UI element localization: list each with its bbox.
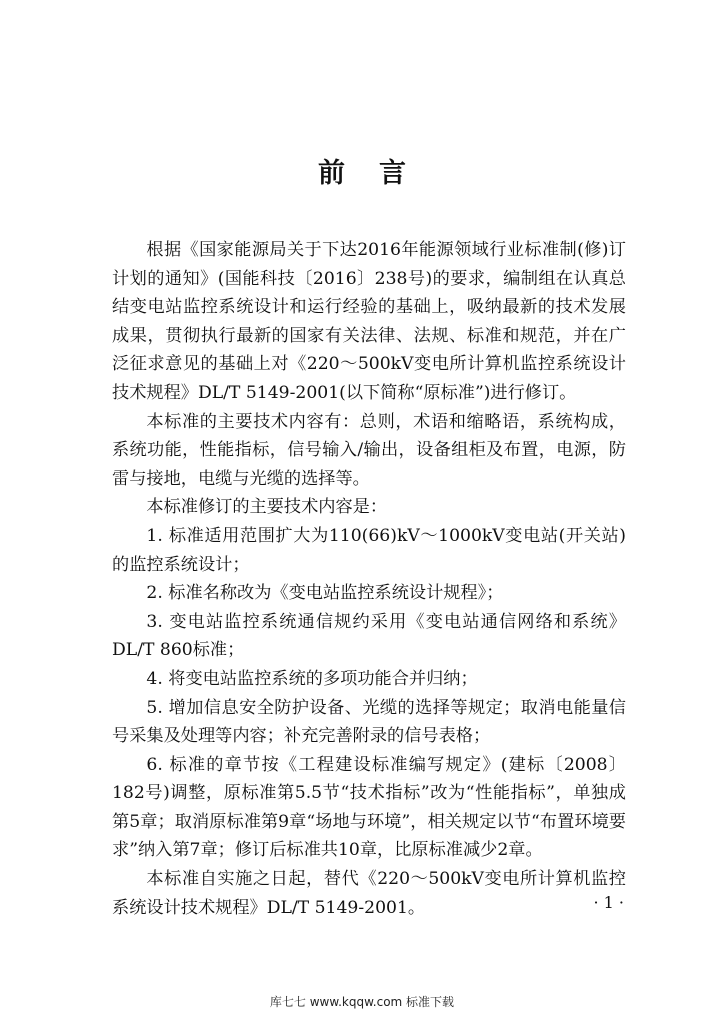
list-item-4: 4. 将变电站监控系统的多项功能合并归纳； <box>146 668 478 689</box>
list-item-6: 6. 标准的章节按《工程建设标准编写规定》(建标〔2008〕182号)调整，原标准第5.5节“技术指标”改为“性能指标”，单独成第5章；取消原标准第9章“场地与环境”，相关规定以节“布置环境要求”纳入第7章；修订后标准共10章，比原标准减少2章。 <box>112 754 626 861</box>
list-item-5: 5. 增加信息安全防护设备、光缆的选择等规定；取消电能量信号采集及处理等内容；补充完善附录的信号表格； <box>112 697 626 747</box>
footer-watermark: 库七七 www.kqqw.com 标准下载 <box>269 995 455 1009</box>
paragraph-effective: 本标准自实施之日起，替代《220～500kV变电所计算机监控系统设计技术规程》DL/T 5149-2001。 <box>112 869 626 918</box>
paragraph-revision-heading: 本标准修订的主要技术内容是： <box>146 497 388 518</box>
body-text <box>112 236 626 922</box>
page-title: 前言 <box>318 158 440 189</box>
list-item-1: 1. 标准适用范围扩大为110(66)kV～1000kV变电站(开关站)的监控系统设计； <box>112 525 626 575</box>
list-item-2: 2. 标准名称改为《变电站监控系统设计规程》； <box>146 583 504 604</box>
paragraph-main-content: 本标准的主要技术内容有：总则，术语和缩略语，系统构成，系统功能，性能指标，信号输入/输出，设备组柜及布置，电源，防雷与接地，电缆与光缆的选择等。 <box>112 411 626 489</box>
paragraph-intro: 根据《国家能源局关于下达2016年能源领域行业标准制(修)订计划的通知》(国能科技〔2016〕238号)的要求，编制组在认真总结变电站监控系统设计和运行经验的基础上，吸纳最新的技术发展成果，贯彻执行最新的国家有关法律、法规、标准和规范，并在广泛征求意见的基础上对《220～500kV变电所计算机监控系统设计技术规程》DL/T 5149-2001(以下简称“原标准”)进行修订。 <box>112 240 626 403</box>
list-item-3: 3. 变电站监控系统通信规约采用《变电站通信网络和系统》DL/T 860标准； <box>112 611 626 661</box>
page-number: · 1 · <box>593 893 624 912</box>
